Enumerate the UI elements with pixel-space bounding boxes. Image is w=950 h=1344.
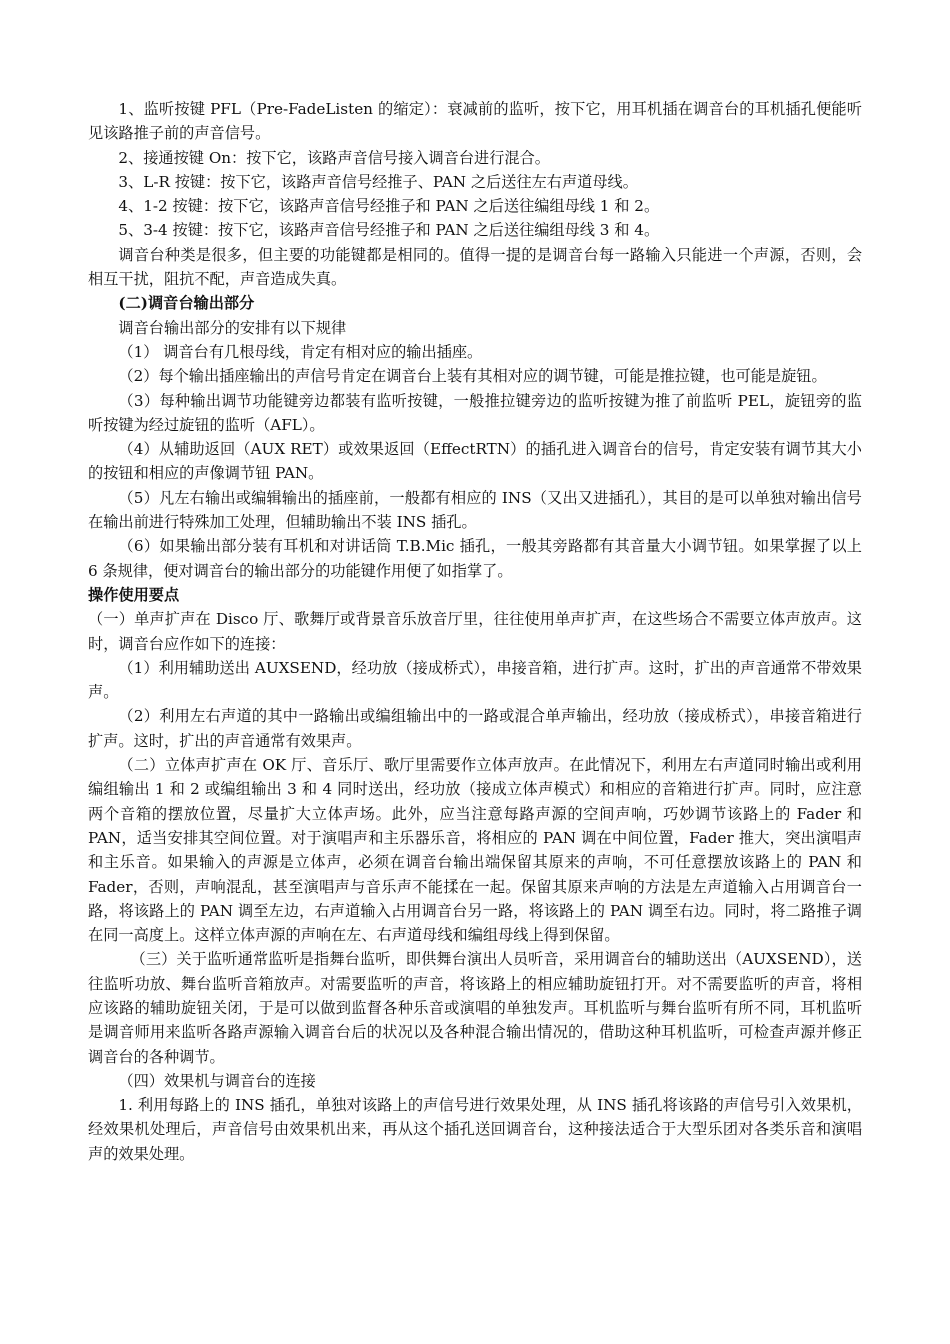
section-heading: 操作使用要点: [88, 585, 180, 604]
paragraph: （三）关于监听通常监听是指舞台监听，即供舞台演出人员听音，采用调音台的辅助送出（AUXSEND），送往监听功放、舞台监听音箱放声。对需要监听的声音，将该路上的相应辅助旋钮打开。对不需要监听的声音，将相应该路的辅助旋钮关闭，于是可以做到监督各种乐音或演唱的单独发声。耳机监听与舞台监听有所不同，耳机监听是调音师用来监听各路声源输入调音台后的状况以及各种混合输出情况的，借助这种耳机监听，可检查声源并修正调音台的各种调节。: [88, 950, 862, 1066]
paragraph: 2、接通按键 On：按下它，该路声音信号接入调音台进行混合。: [118, 148, 550, 167]
paragraph: （5）凡左右输出或编辑输出的插座前，一般都有相应的 INS（又出又进插孔），其目的是可以单独对输出信号在输出前进行特殊加工处理，但辅助输出不装 INS 插孔。: [88, 488, 862, 532]
paragraph: （2）利用左右声道的其中一路输出或编组输出中的一路或混合单声输出，经功放（接成桥式），串接音箱进行扩声。这时，扩出的声音通常有效果声。: [88, 707, 862, 750]
paragraph: 4、1-2 按键：按下它，该路声音信号经推子和 PAN 之后送往编组母线 1 和 2。: [118, 197, 660, 216]
paragraph: （3）每种输出调节功能键旁边都装有监听按键，一般推拉键旁边的监听按键为推了前监听 PEL，旋钮旁的监听按键为经过旋钮的监听（AFL）。: [88, 391, 862, 434]
paragraph: （二）立体声扩声在 OK 厅、音乐厅、歌厅里需要作立体声放声。在此情况下，利用左右声道同时输出或利用编组输出 1 和 2 或编组输出 3 和 4 同时送出，经功放（接成立体声模式）和相应的音箱进行扩声。同时，应注意两个音箱的摆放位置，尽量扩大立体声场。此外，应当注意每路声源的空间声响，巧妙调节该路上的 Fader 和 PAN，适当安排其空间位置。对于演唱声和主乐器乐音，将相应的 PAN 调在中间位置，Fader 推大，突出演唱声和主乐音。如果输入的声源是立体声，必须在调音台输出端保留其原来的声响，不可任意摆放该路上的 PAN 和 Fader，否则，声响混乱，甚至演唱声与音乐声不能揉在一起。保留其原来声响的方法是左声道输入占用调音台一路，将该路上的 PAN 调至左边，右声道输入占用调音台另一路，将该路上的 PAN 调至右边。同时，将二路推子调在同一高度上。这样立体声源的声响在左、右声道母线和编组母线上得到保留。: [88, 756, 862, 945]
paragraph: （1） 调音台有几根母线，肯定有相对应的输出插座。: [118, 342, 483, 361]
section-heading: (二)调音台输出部分: [118, 294, 255, 313]
paragraph: 3、L-R 按键：按下它，该路声音信号经推子、PAN 之后送往左右声道母线。: [118, 172, 638, 191]
paragraph: 调音台输出部分的安排有以下规律: [118, 318, 347, 337]
paragraph: （6）如果输出部分装有耳机和对讲话筒 T.B.Mic 插孔，一般其旁路都有其音量大小调节钮。如果掌握了以上 6 条规律，便对调音台的输出部分的功能键作用便了如指掌了。: [88, 537, 862, 580]
paragraph: （4）从辅助返回（AUX RET）或效果返回（EffectRTN）的插孔进入调音台的信号，肯定安装有调节其大小的按钮和相应的声像调节钮 PAN。: [88, 440, 862, 483]
paragraph: 5、3-4 按键：按下它，该路声音信号经推子和 PAN 之后送往编组母线 3 和 4。: [118, 221, 660, 240]
paragraph: （2）每个输出插座输出的声信号肯定在调音台上装有其相对应的调节键，可能是推拉键，也可能是旋钮。: [118, 367, 827, 386]
paragraph: （四）效果机与调音台的连接: [118, 1071, 316, 1090]
paragraph: 1. 利用每路上的 INS 插孔，单独对该路上的声信号进行效果处理，从 INS 插孔将该路的声信号引入效果机，经效果机处理后，声音信号由效果机出来，再从这个插孔送回调音台，这种接法适合于大型乐团对各类乐音和演唱声的效果处理。: [88, 1096, 862, 1163]
paragraph: 1、监听按键 PFL（Pre-FadeListen 的缩定）：衰减前的监听，按下它，用耳机插在调音台的耳机插孔便能听见该路推子前的声音信号。: [88, 100, 862, 143]
paragraph: 调音台种类是很多，但主要的功能键都是相同的。值得一提的是调音台每一路输入只能进一个声源，否则，会相互干扰，阻抗不配，声音造成失真。: [88, 245, 862, 289]
paragraph: （1）利用辅助送出 AUXSEND，经功放（接成桥式），串接音箱，进行扩声。这时，扩出的声音通常不带效果声。: [88, 658, 862, 702]
paragraph: （一）单声扩声在 Disco 厅、歌舞厅或背景音乐放音厅里，往往使用单声扩声，在这些场合不需要立体声放声。这时，调音台应作如下的连接：: [88, 610, 862, 653]
